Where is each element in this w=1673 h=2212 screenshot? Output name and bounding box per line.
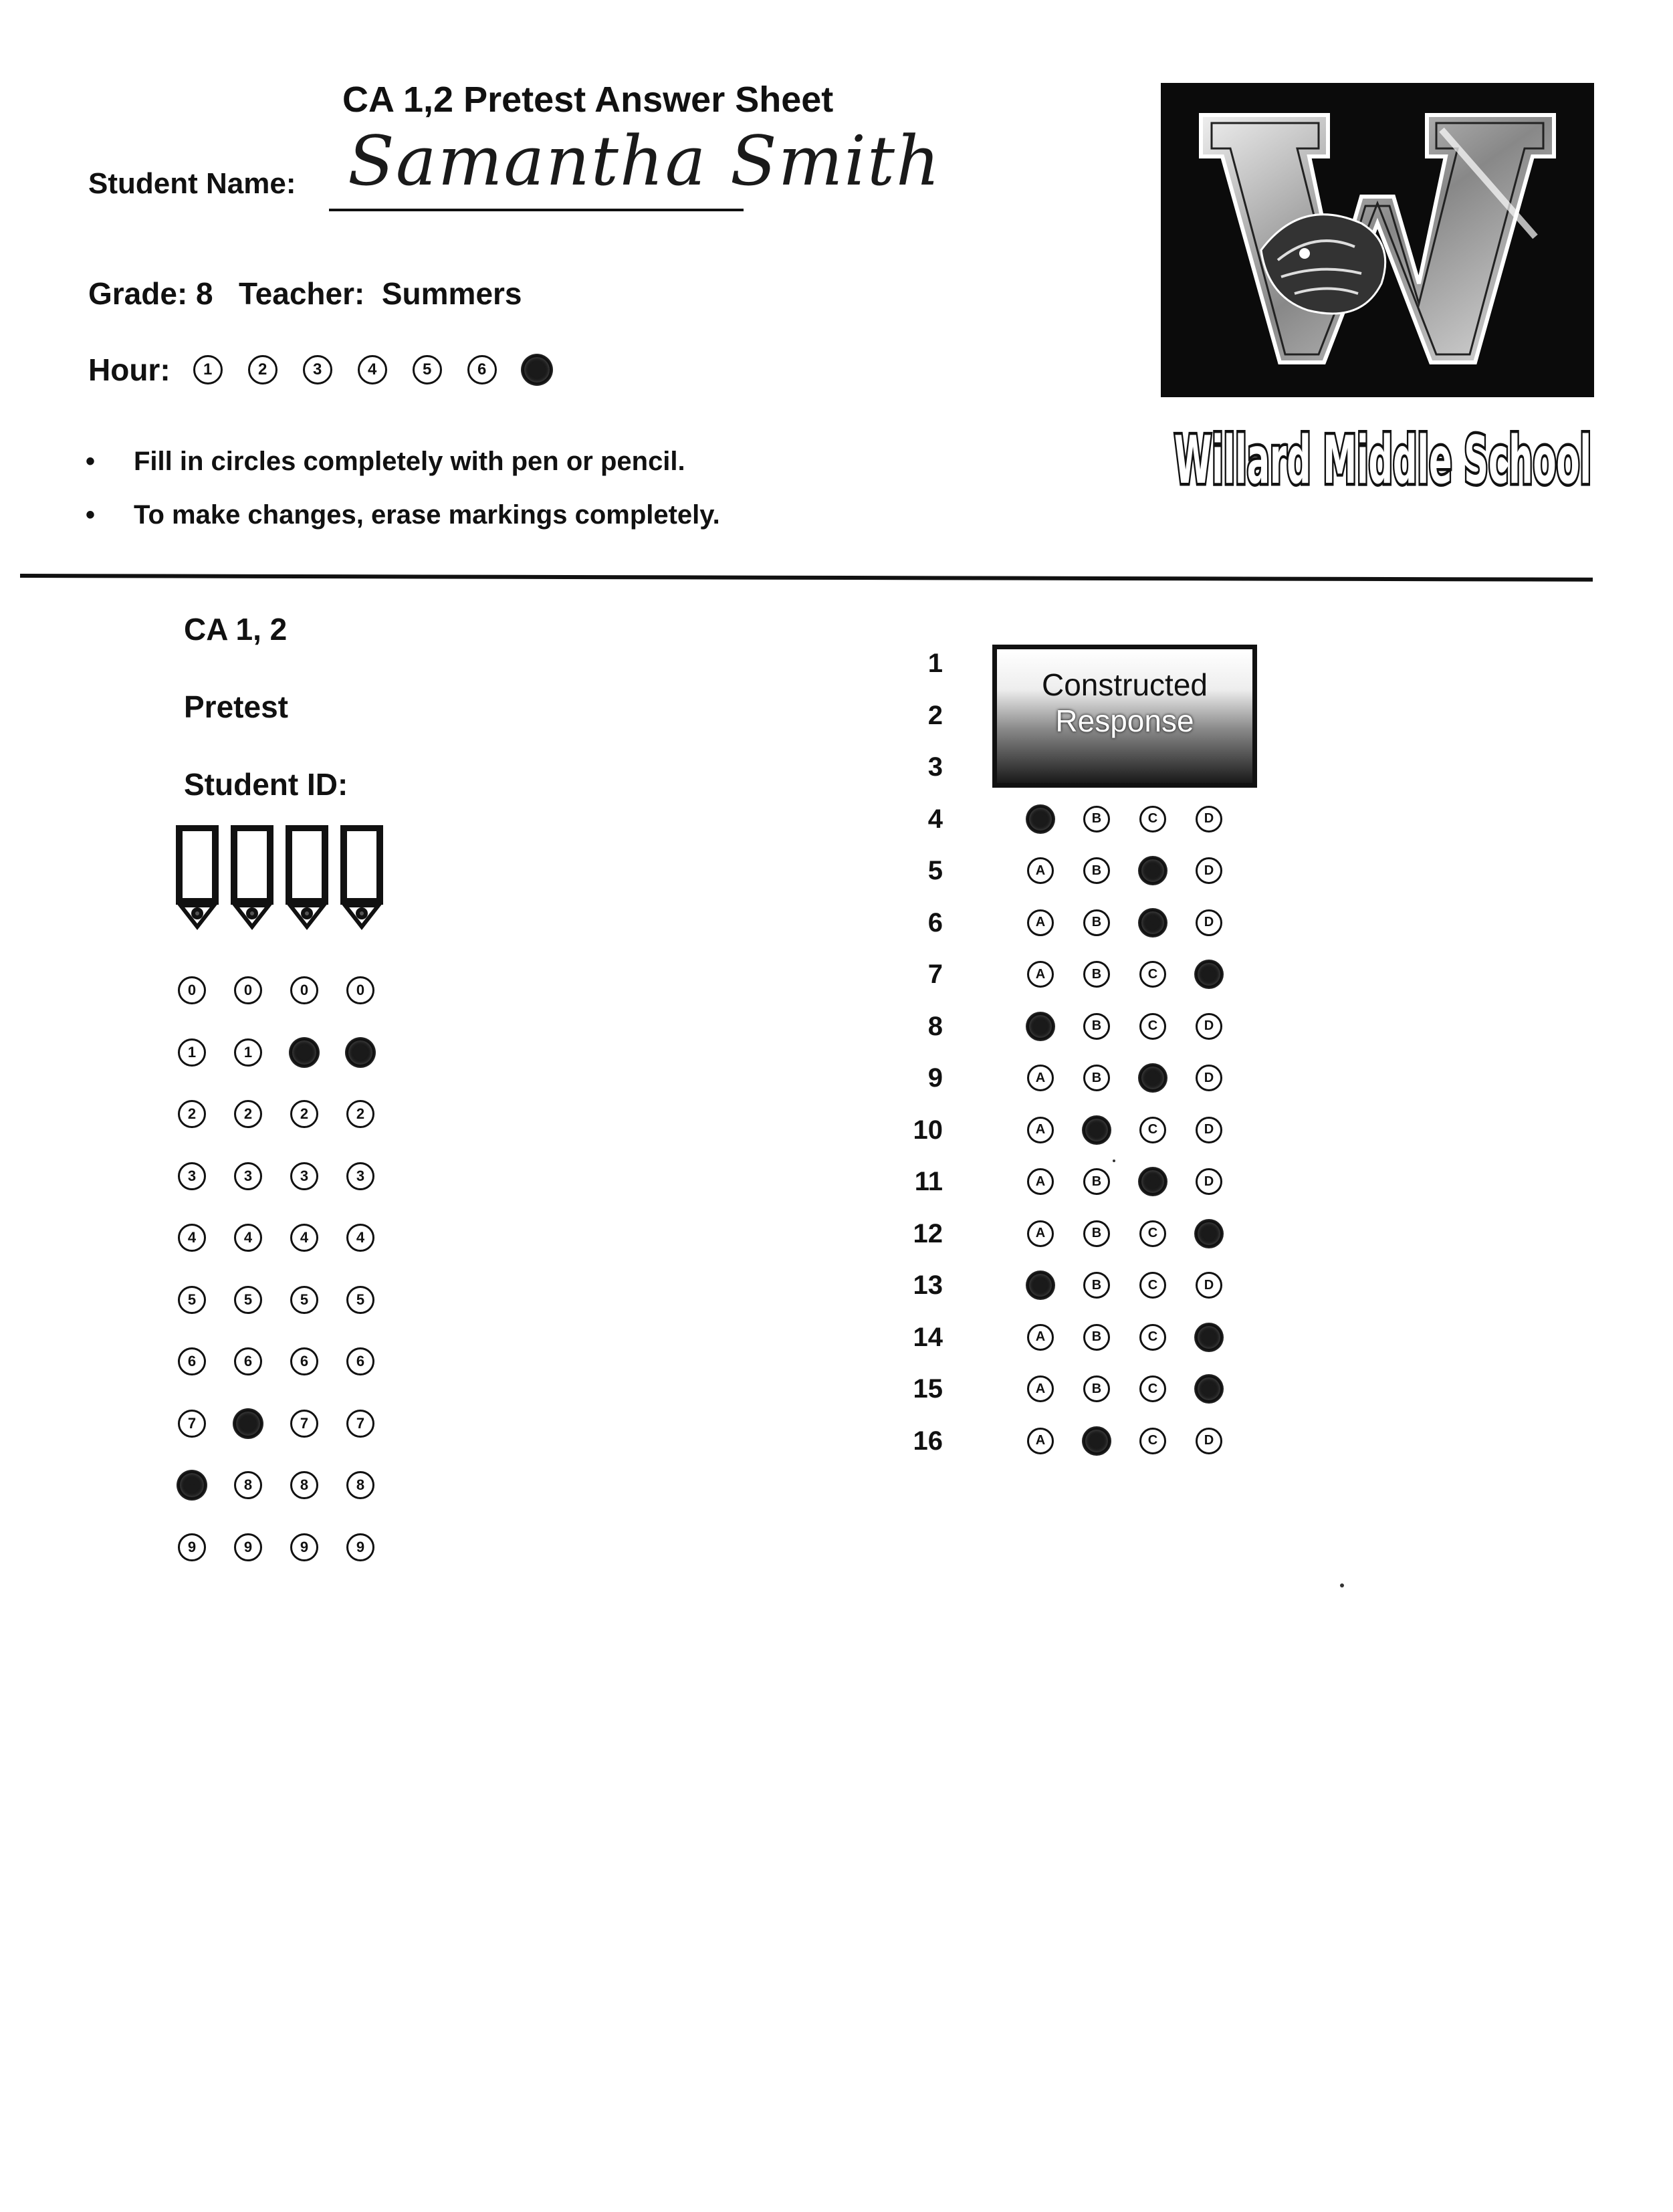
- id-bubble-col3-2[interactable]: 2: [290, 1100, 318, 1128]
- id-bubble-col1-8[interactable]: 8: [178, 1471, 206, 1499]
- answer-bubble-11-b[interactable]: B: [1083, 1168, 1110, 1195]
- instruction-text: Fill in circles completely with pen or pencil.: [134, 447, 685, 476]
- question-number: 13: [913, 1270, 943, 1300]
- answer-bubble-13-c[interactable]: C: [1139, 1272, 1166, 1299]
- grade-teacher-line: Grade: 8 Teacher: Summers: [88, 276, 522, 311]
- answer-bubble-6-a[interactable]: A: [1027, 909, 1054, 936]
- id-bubble-col1-0[interactable]: 0: [178, 976, 206, 1004]
- question-number: 8: [927, 1011, 943, 1041]
- answer-bubble-15-a[interactable]: A: [1027, 1375, 1054, 1402]
- school-name-logo: [1170, 415, 1595, 502]
- constructed-label: Constructed: [1041, 667, 1208, 702]
- answer-bubble-15-b[interactable]: B: [1083, 1375, 1110, 1402]
- scan-speck: [1113, 1159, 1115, 1162]
- id-bubble-col3-4[interactable]: 4: [290, 1224, 318, 1252]
- answer-bubble-8-b[interactable]: B: [1083, 1013, 1110, 1040]
- question-number: 15: [913, 1374, 943, 1404]
- answer-bubble-4-a[interactable]: A: [1027, 806, 1054, 833]
- id-bubble-col2-4[interactable]: 4: [234, 1224, 262, 1252]
- answer-bubble-4-b[interactable]: B: [1083, 806, 1110, 833]
- student-name-underline: [329, 209, 744, 211]
- id-bubble-col1-9[interactable]: 9: [178, 1533, 206, 1561]
- id-bubble-col4-2[interactable]: 2: [346, 1100, 374, 1128]
- id-box-icon: [344, 828, 380, 927]
- hour-label: Hour:: [88, 352, 171, 387]
- answer-bubble-13-a[interactable]: A: [1027, 1272, 1054, 1299]
- id-bubble-col3-0[interactable]: 0: [290, 976, 318, 1004]
- id-bubble-col1-1[interactable]: 1: [178, 1038, 206, 1067]
- answer-bubble-13-b[interactable]: B: [1083, 1272, 1110, 1299]
- id-bubble-col1-2[interactable]: 2: [178, 1100, 206, 1128]
- answer-bubble-14-c[interactable]: C: [1139, 1324, 1166, 1351]
- question-number: 16: [913, 1426, 943, 1456]
- answer-bubble-7-b[interactable]: B: [1083, 961, 1110, 988]
- answer-bubble-11-a[interactable]: A: [1027, 1168, 1054, 1195]
- answer-bubble-9-c[interactable]: C: [1139, 1065, 1166, 1091]
- school-logo: [1161, 83, 1594, 397]
- student-id-label: Student ID:: [184, 767, 348, 802]
- id-bubble-col2-1[interactable]: 1: [234, 1038, 262, 1067]
- answer-bubble-10-c[interactable]: C: [1139, 1117, 1166, 1143]
- answer-bubble-12-d[interactable]: D: [1196, 1220, 1222, 1247]
- bullet-icon: •: [86, 447, 96, 476]
- answer-bubble-11-d[interactable]: D: [1196, 1168, 1222, 1195]
- bullet-icon: •: [86, 500, 96, 530]
- hour-bubble-group: [193, 355, 577, 384]
- section-divider: [20, 574, 1593, 582]
- id-bubble-col2-8[interactable]: 8: [234, 1471, 262, 1499]
- id-bubble-col4-8[interactable]: 8: [346, 1471, 374, 1499]
- answer-bubble-5-b[interactable]: B: [1083, 857, 1110, 884]
- question-number: 14: [913, 1322, 943, 1352]
- answer-bubble-15-d[interactable]: D: [1196, 1375, 1222, 1402]
- answer-bubble-16-a[interactable]: A: [1027, 1428, 1054, 1454]
- answer-bubble-5-c[interactable]: C: [1139, 857, 1166, 884]
- answer-bubble-5-a[interactable]: A: [1027, 857, 1054, 884]
- answer-bubble-14-d[interactable]: D: [1196, 1324, 1222, 1351]
- id-bubble-col2-9[interactable]: 9: [234, 1533, 262, 1561]
- student-name-handwritten[interactable]: Samantha Smith: [348, 122, 941, 201]
- id-bubble-col4-7[interactable]: 7: [346, 1410, 374, 1438]
- svg-text:Willard Middle School: Willard Middle School: [1174, 423, 1591, 499]
- answer-bubble-11-c[interactable]: C: [1139, 1168, 1166, 1195]
- answer-bubble-4-c[interactable]: C: [1139, 806, 1166, 833]
- instruction-item: [86, 500, 720, 530]
- response-label: Response: [1055, 703, 1194, 738]
- id-bubble-col4-1[interactable]: 1: [346, 1038, 374, 1067]
- question-number: 12: [913, 1218, 943, 1248]
- constructed-response-box: [992, 645, 1257, 788]
- id-bubble-col1-7[interactable]: 7: [178, 1410, 206, 1438]
- answer-bubble-14-a[interactable]: A: [1027, 1324, 1054, 1351]
- id-bubble-col3-5[interactable]: 5: [290, 1286, 318, 1314]
- id-bubble-col3-6[interactable]: 6: [290, 1347, 318, 1375]
- hour-bubble-3[interactable]: 3: [303, 355, 332, 384]
- hour-bubble-5[interactable]: 5: [413, 355, 442, 384]
- answer-bubble-7-d[interactable]: D: [1196, 961, 1222, 988]
- answer-bubble-7-a[interactable]: A: [1027, 961, 1054, 988]
- id-bubble-col2-3[interactable]: 3: [234, 1162, 262, 1190]
- answer-bubble-9-b[interactable]: B: [1083, 1065, 1110, 1091]
- id-bubble-col3-8[interactable]: 8: [290, 1471, 318, 1499]
- id-bubble-col3-9[interactable]: 9: [290, 1533, 318, 1561]
- wildcat-w-emblem-icon: [1161, 83, 1594, 397]
- id-bubble-col4-9[interactable]: 9: [346, 1533, 374, 1561]
- page-title: CA 1,2 Pretest Answer Sheet: [342, 80, 834, 120]
- test-code: CA 1, 2: [184, 612, 288, 647]
- answer-bubble-4-d[interactable]: D: [1196, 806, 1222, 833]
- test-type: Pretest: [184, 689, 288, 724]
- question-number: 10: [913, 1115, 943, 1145]
- answer-bubble-14-b[interactable]: B: [1083, 1324, 1110, 1351]
- id-bubble-col4-6[interactable]: 6: [346, 1347, 374, 1375]
- answer-bubble-7-c[interactable]: C: [1139, 961, 1166, 988]
- answer-bubble-6-b[interactable]: B: [1083, 909, 1110, 936]
- id-bubble-col2-7[interactable]: 7: [234, 1410, 262, 1438]
- id-box-icon: [289, 828, 325, 927]
- answer-bubble-5-d[interactable]: D: [1196, 857, 1222, 884]
- answer-bubble-8-a[interactable]: A: [1027, 1013, 1054, 1040]
- id-bubble-col3-7[interactable]: 7: [290, 1410, 318, 1438]
- question-number: 2: [927, 700, 943, 730]
- answer-bubble-10-a[interactable]: A: [1027, 1117, 1054, 1143]
- id-box-icon: [179, 828, 215, 927]
- question-number: 3: [927, 752, 943, 782]
- hour-bubble-4[interactable]: 4: [358, 355, 387, 384]
- id-bubble-col2-6[interactable]: 6: [234, 1347, 262, 1375]
- answer-bubble-16-b[interactable]: B: [1083, 1428, 1110, 1454]
- id-bubble-col1-5[interactable]: 5: [178, 1286, 206, 1314]
- id-bubble-col4-0[interactable]: 0: [346, 976, 374, 1004]
- id-bubble-col2-5[interactable]: 5: [234, 1286, 262, 1314]
- question-number: 4: [927, 804, 943, 834]
- id-bubble-col2-2[interactable]: 2: [234, 1100, 262, 1128]
- answer-bubble-9-a[interactable]: A: [1027, 1065, 1054, 1091]
- student-name-label: Student Name:: [88, 167, 296, 200]
- id-bubble-col1-3[interactable]: 3: [178, 1162, 206, 1190]
- answer-bubble-12-c[interactable]: C: [1139, 1220, 1166, 1247]
- answer-bubble-9-d[interactable]: D: [1196, 1065, 1222, 1091]
- hour-bubble-7[interactable]: 7: [522, 355, 552, 384]
- answer-bubble-16-c[interactable]: C: [1139, 1428, 1166, 1454]
- instruction-text: To make changes, erase markings completely.: [134, 500, 720, 530]
- answer-bubble-6-d[interactable]: D: [1196, 909, 1222, 936]
- id-bubble-col3-3[interactable]: 3: [290, 1162, 318, 1190]
- id-bubble-col4-3[interactable]: 3: [346, 1162, 374, 1190]
- answer-bubble-13-d[interactable]: D: [1196, 1272, 1222, 1299]
- question-number: 1: [927, 649, 943, 678]
- answer-bubble-12-a[interactable]: A: [1027, 1220, 1054, 1247]
- hour-bubble-6[interactable]: 6: [467, 355, 497, 384]
- hour-bubble-1[interactable]: 1: [193, 355, 223, 384]
- hour-bubble-2[interactable]: 2: [248, 355, 277, 384]
- question-number: 6: [927, 907, 943, 937]
- question-number: 11: [914, 1167, 943, 1196]
- answer-bubble-16-d[interactable]: D: [1196, 1428, 1222, 1454]
- answer-bubble-10-b[interactable]: B: [1083, 1117, 1110, 1143]
- instruction-item: [86, 447, 685, 477]
- hour-selector: [88, 353, 577, 386]
- question-number: 5: [927, 856, 943, 885]
- answer-bubble-12-b[interactable]: B: [1083, 1220, 1110, 1247]
- answer-bubble-6-c[interactable]: C: [1139, 909, 1166, 936]
- id-bubble-col2-0[interactable]: 0: [234, 976, 262, 1004]
- answer-bubble-10-d[interactable]: D: [1196, 1117, 1222, 1143]
- question-number: 7: [927, 960, 943, 989]
- answer-bubble-15-c[interactable]: C: [1139, 1375, 1166, 1402]
- id-box-icon: [234, 828, 270, 927]
- id-bubble-col1-6[interactable]: 6: [178, 1347, 206, 1375]
- answer-bubble-8-c[interactable]: C: [1139, 1013, 1166, 1040]
- answer-bubble-8-d[interactable]: D: [1196, 1013, 1222, 1040]
- question-number: 9: [927, 1063, 943, 1093]
- student-id-write-boxes: [175, 825, 403, 932]
- id-bubble-col4-4[interactable]: 4: [346, 1224, 374, 1252]
- id-bubble-col4-5[interactable]: 5: [346, 1286, 374, 1314]
- scan-speck: [1340, 1583, 1344, 1587]
- id-bubble-col1-4[interactable]: 4: [178, 1224, 206, 1252]
- id-bubble-col3-1[interactable]: 1: [290, 1038, 318, 1067]
